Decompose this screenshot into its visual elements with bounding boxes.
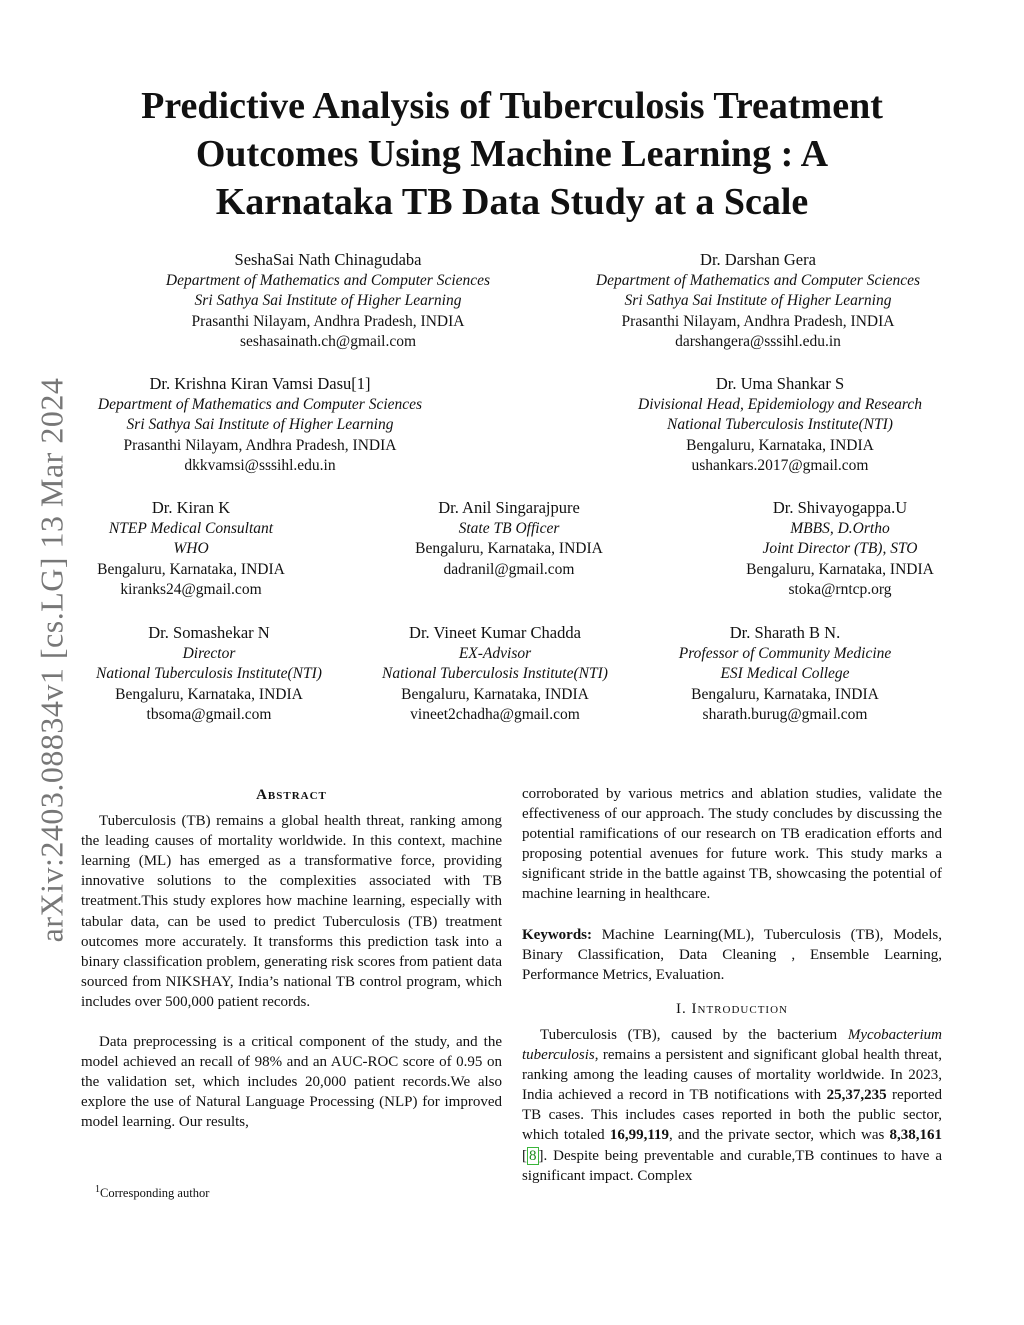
author-block (66, 623, 352, 726)
author-affiliation: WHO (173, 540, 209, 558)
author-name: Dr. Kiran K (151, 498, 231, 517)
author-location: Bengaluru, Karnataka, INDIA (415, 540, 603, 558)
title-line: Outcomes Using Machine Learning : A (195, 133, 829, 175)
citation-link[interactable]: 8 (529, 1147, 537, 1164)
paper-title (60, 82, 964, 226)
author-email[interactable]: darshangera@sssihl.edu.in (675, 333, 841, 351)
author-block (66, 374, 454, 477)
author-email[interactable]: seshasainath.ch@gmail.com (239, 333, 417, 351)
author-email[interactable]: kiranks24@gmail.com (120, 581, 262, 599)
author-affiliation: Sri Sathya Sai Institute of Higher Learning (624, 292, 892, 310)
author-affiliation: ESI Medical College (720, 665, 850, 683)
author-name: Dr. Anil Singarajpure (438, 498, 580, 517)
author-affiliation: Joint Director (TB), STO (762, 540, 918, 558)
author-location: Bengaluru, Karnataka, INDIA (115, 685, 303, 703)
title-line: Predictive Analysis of Tuberculosis Treatment (141, 85, 883, 127)
abstract-paragraph: Tuberculosis (TB) remains a global health threat, ranking among the leading causes of mortality worldwide. In this context, machine learning (ML) has emerged as a transformative force, providing innovative solutions to the complexities associated with TB treatment.This study explores how machine learning, especially with tabular data, can be used to predict Tuberculosis (TB) treatment outcomes more accurately. It transforms this prediction task into a binary classification problem, generating risk scores from patient data sourced from NIKSHAY, India’s national TB control program, which includes over 500,000 patient records. (81, 813, 502, 1010)
author-email[interactable]: vineet2chadha@gmail.com (410, 706, 580, 724)
author-name: Dr. Krishna Kiran Vamsi Dasu[1] (149, 374, 371, 393)
footnote (95, 1183, 210, 1201)
author-location: Prasanthi Nilayam, Andhra Pradesh, INDIA (123, 436, 397, 454)
intro-paragraph: Tuberculosis (TB), caused by the bacterium Mycobacterium tuberculosis, remains a persistent and significant global health threat, ranking among the leading causes of mortality worldwide. In 2023, India achieved a record in TB notifications with 25,37,235 reported TB cases. This includes cases reported in both the public sector, which totaled 16,99,119, and the private sector, which was 8,38,161 [ 8 ]. Despite being preventable and curable,TB continues to have a significant impact. Complex (522, 1026, 942, 1184)
author-name: Dr. Sharath B N. (729, 623, 841, 642)
author-affiliation: Professor of Community Medicine (678, 644, 892, 662)
intro-species: Mycobacterium tuberculosis (522, 1026, 942, 1064)
author-block (640, 623, 930, 726)
author-affiliation: National Tuberculosis Institute(NTI) (667, 416, 893, 434)
author-location: Bengaluru, Karnataka, INDIA (97, 560, 285, 578)
author-location: Bengaluru, Karnataka, INDIA (746, 560, 934, 578)
keywords-label: Keywords: (522, 926, 592, 943)
title-line: Karnataka TB Data Study at a Scale (215, 181, 809, 223)
arxiv-stamp[interactable]: arXiv:2403.08834v1 [cs.LG] 13 Mar 2024 (33, 377, 70, 943)
intro-text: . Despite being preventable and curable,TB continues to have a significant impact. Complex (522, 1147, 942, 1184)
intro-text: , remains a persistent and significant global health threat, ranking among the leading causes of mortality worldwide. In 2023, India achieved a record in TB notifications with (522, 1047, 942, 1104)
intro-total-cases: 25,37,235 (826, 1087, 887, 1104)
author-block (66, 498, 316, 601)
abstract-paragraph: Data preprocessing is a critical component of the study, and the model achieved an recall of 98% and an AUC-ROC score of 0.95 on the validation set, which includes 20,000 patient records.We also explore the use of Natural Language Processing (NLP) for improved model learning. Our results, (81, 1034, 502, 1131)
author-affiliation: MBBS, D.Ortho (790, 519, 890, 537)
author-email[interactable]: tbsoma@gmail.com (146, 706, 272, 724)
keywords (522, 925, 942, 985)
section-heading-introduction: I. Introduction (676, 1000, 788, 1017)
intro-text: , and the private sector, which was (669, 1127, 890, 1144)
author-email[interactable]: dkkvamsi@sssihl.edu.in (184, 457, 336, 475)
author-email[interactable]: stoka@rntcp.org (788, 581, 892, 599)
author-affiliation: NTEP Medical Consultant (108, 519, 274, 537)
author-block (565, 250, 951, 353)
author-block (135, 250, 521, 353)
author-affiliation: Department of Mathematics and Computer Sciences (97, 395, 423, 413)
footnote-text: Corresponding author (100, 1186, 210, 1200)
left-column (81, 785, 502, 1133)
author-affiliation: National Tuberculosis Institute(NTI) (96, 665, 322, 683)
footnote-mark: 1 (95, 1183, 100, 1195)
author-email[interactable]: ushankars.2017@gmail.com (691, 457, 869, 475)
author-affiliation: Department of Mathematics and Computer Sciences (165, 271, 491, 289)
author-location: Prasanthi Nilayam, Andhra Pradesh, INDIA (191, 312, 465, 330)
author-affiliation: Divisional Head, Epidemiology and Research (638, 395, 922, 413)
author-block (715, 498, 965, 601)
author-block (352, 623, 638, 726)
author-block (384, 498, 634, 580)
author-name: Dr. Darshan Gera (700, 250, 816, 269)
author-location: Prasanthi Nilayam, Andhra Pradesh, INDIA (621, 312, 895, 330)
author-location: Bengaluru, Karnataka, INDIA (686, 436, 874, 454)
author-name: Dr. Vineet Kumar Chadda (409, 623, 581, 642)
intro-private-cases: 8,38,161 (889, 1127, 942, 1144)
author-name: Dr. Somashekar N (148, 623, 270, 642)
abstract-paragraph-continued: corroborated by various metrics and ablation studies, validate the effectiveness of our approach. The study concludes by discussing the potential ramifications of our research on TB eradication efforts and proposing potential avenues for future work. This study marks a significant stride in the battle against TB, showcasing the potential of machine learning in healthcare. (522, 786, 942, 903)
author-location: Bengaluru, Karnataka, INDIA (691, 685, 879, 703)
author-name: SeshaSai Nath Chinagudaba (234, 250, 422, 269)
intro-text: Tuberculosis (TB), caused by the bacterium (540, 1026, 848, 1043)
intro-text: reported TB cases. This includes cases reported in both the public sector, which totaled (522, 1087, 942, 1144)
author-name: Dr. Uma Shankar S (715, 374, 845, 393)
author-affiliation: National Tuberculosis Institute(NTI) (382, 665, 608, 683)
author-affiliation: State TB Officer (458, 519, 560, 537)
author-email[interactable]: dadranil@gmail.com (443, 560, 575, 578)
right-column (522, 784, 942, 1186)
author-name: Dr. Shivayogappa.U (772, 498, 908, 517)
author-affiliation: EX-Advisor (458, 644, 532, 662)
author-affiliation: Sri Sathya Sai Institute of Higher Learning (194, 292, 462, 310)
intro-public-cases: 16,99,119 (609, 1127, 669, 1144)
author-block (600, 374, 960, 477)
author-email[interactable]: sharath.burug@gmail.com (702, 706, 868, 724)
author-location: Bengaluru, Karnataka, INDIA (401, 685, 589, 703)
keywords-text: Machine Learning(ML), Tuberculosis (TB), Models, Binary Classification, Data Cleaning , Ensemble Learning, Performance Metrics, Evaluation. (522, 926, 943, 983)
author-affiliation: Department of Mathematics and Computer Sciences (595, 271, 921, 289)
author-affiliation: Director (182, 644, 236, 662)
author-affiliation: Sri Sathya Sai Institute of Higher Learning (126, 416, 394, 434)
abstract-heading: Abstract (256, 787, 327, 803)
